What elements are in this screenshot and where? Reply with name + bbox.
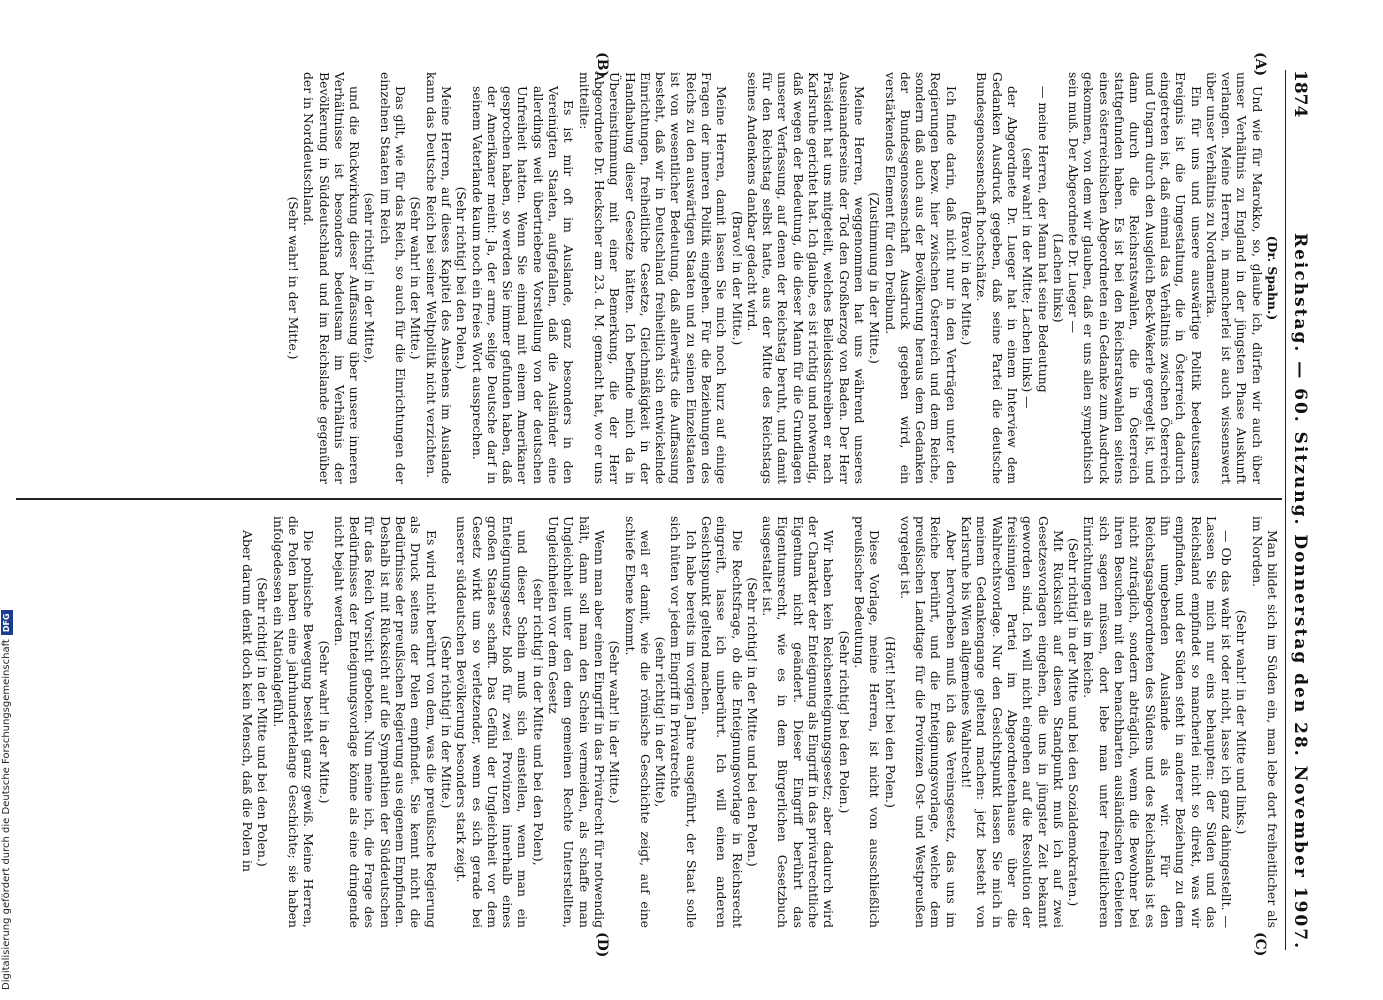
watermark-label: Digitalisierung gefördert durch die Deutsche Forschungsgemeinschaft bbox=[1, 639, 12, 990]
paragraph: Das gilt, wie für das Reich, so auch für die Einrichtungen der einzelnen Staaten im Reich bbox=[377, 72, 409, 484]
paragraph: Wenn man aber einen Eingriff in das Privatrecht für notwendig hält, dann soll man den Schein vermeiden, als schaffe man Ungleichheit unter den dem gemeinen Rechte Unterstellten, Ungleichheiten vor dem Gesetz bbox=[546, 516, 607, 928]
paragraph: und die Rückwirkung dieser Auffassung über unsere inneren Verhältnisse ist besonders bedeutsam im Verhältnis der Bevölkerung in Süddeutschland und im Reichslande gegenüber der in Norddeutschland. bbox=[301, 72, 363, 484]
interjection: (Sehr wahr! in der Mitte.) bbox=[316, 640, 332, 804]
interjection: (Hört! hört! bei den Polen.) bbox=[882, 636, 898, 808]
paragraph: Und wie für Marokko, so, glaube ich, dürfen wir auch über unser Verhältnis zu England in der jüngsten Phase Auskunft verlangen. Meine Herren, in mancherlei ist auch wissenswert über unser Verhältnis zu Nordamerika. bbox=[1203, 72, 1265, 484]
interjection: (sehr richtig! in der Mitte), bbox=[362, 192, 378, 364]
paragraph: Die polnische Bewegung besteht ganz gewiß. Meine Herren, die Polen haben eine jahrhundertelange Geschichte; sie haben infolgedessen ein Nationalgefühl. bbox=[270, 516, 317, 928]
interjection: (Sehr richtig! in der Mitte und bei den Polen.) bbox=[255, 577, 271, 867]
right-column bbox=[18, 516, 1280, 928]
paragraph: — Ob das wahr ist oder nicht, lasse ich ganz dahingestellt. — Lassen Sie mich nur eins behaupten: der Süden und das Reichsland empfindet so mancherlei nicht so direkt, was wir empfinden, und der Süden steht in anderer Beziehung zu dem ihn umgebenden Auslande als wir. Für den Reichstagsabgeordneten des Südens und des Reichslands ist es nicht zuträglich, sondern abträglich, wenn die Bewohner bei ihren Besuchen mit den benachbarten ausländischen Gebieten sich sagen müssen, dort lebe man unter freiheitlicheren Einrichtungen als im Reiche. bbox=[1081, 516, 1235, 928]
left-column bbox=[18, 72, 1280, 484]
interjection: (Sehr wahr! in der Mitte.) bbox=[408, 196, 424, 360]
page-number: 1874 bbox=[1290, 70, 1310, 118]
paragraph: Die Rechtsfrage, ob die Enteignungsvorlage in Reichsrecht eingreift, lasse ich unberührt. Ich will einen anderen Gesichtspunkt geltend machen. bbox=[699, 516, 745, 928]
margin-marker-b: (B) bbox=[594, 52, 610, 78]
interjection: (sehr richtig! in der Mitte und bei den Polen), bbox=[530, 578, 546, 866]
dfg-logo: DFG bbox=[1, 610, 13, 635]
paragraph: Diese Vorlage, meine Herren, ist nicht von ausschließlich preußischer Bedeutung. bbox=[851, 516, 883, 928]
interjection: (Lachen links) bbox=[1050, 233, 1066, 323]
paragraph: Aber darum denkt doch kein Mensch, daß die Polen in bbox=[240, 530, 256, 872]
paragraph: Man bildet sich im Süden ein, man lebe dort freiheitlicher als im Norden. bbox=[1249, 516, 1280, 928]
paragraph: Es wird nicht berührt von dem, was die preußische Regierung als Druck seitens der Polen empfindet. Sie kennt nicht die Bedürfnisse der preußischen Regierung aus eigenem Empfinden. Deshalb ist mit Rücksicht auf die Sympathien der Süddeutschen für das Reich Vorsicht geboten. Nun meine ich, die Frage des Bedürfnisses der Enteignungsvorlage könne als eine dringende nicht bejaht werden. bbox=[331, 516, 439, 928]
paragraph: weil er damit, wie die römische Geschichte zeigt, auf eine schiefe Ebene kommt. bbox=[622, 516, 653, 928]
margin-marker-a: (A) bbox=[1252, 52, 1268, 77]
page-header bbox=[1285, 70, 1314, 950]
page-title: Reichstag. — 60. Sitzung. Donnerstag den 28. November 1907. bbox=[1290, 232, 1310, 950]
interjection: (Zustimmung in der Mitte.) bbox=[867, 192, 883, 364]
paragraph: Ich habe bereits im vorigen Jahre ausgeführt, der Staat solle sich hüten vor jedem Eingriff in Privatrechte bbox=[668, 516, 699, 928]
paragraph: Meine Herren, weggenommen hat uns während unseres Auseinanderseins der Tod den Großherzog von Baden. Der Herr Präsident hat uns mitgeteilt, welches Beileidsschreiben er nach Karlsruhe gerichtet hat. Ich glaube, es ist richtig und notwendig, daß wegen der Bedeutung, die dieser Mann für die Grundlagen unserer Verfassung, auf denen der Reichstag beruht, und damit für den Reichstag selbst hatte, aus der Mitte des Reichstags seines Andenkens dankbar gedacht wird. bbox=[744, 72, 867, 484]
quotation: Es ist mir oft im Auslande, ganz besonders in den Vereinigten Staaten, aufgefallen, daß die Ausländer eine allerdings weit übertriebene Vorstellung von der deutschen Unfreiheit hatten. Wenn Sie einmal mit einem Amerikaner gesprochen haben, so werden Sie immer gefunden haben, daß der Amerikaner meint: Ja, der arme, selige Deutsche darf in seinem Vaterlande kaum noch ein freies Wort aussprechen. bbox=[469, 86, 577, 484]
margin-marker-c: (C) bbox=[1252, 932, 1268, 957]
paragraph: und dieser Schein muß sich einstellen, wenn man ein Enteignungsgesetz bloß für zwei Provinzen innerhalb eines großen Staates schafft. Das Gefühl der Ungleichheit vor dem Gesetz wirkt um so verletzender, wenn es sich gerade bei unserer süddeutschen Bevölkerung besonders stark zeigt. bbox=[454, 516, 531, 928]
interjection: (Sehr wahr! in der Mitte und links.) bbox=[1234, 609, 1250, 835]
interjection: (Sehr richtig! bei den Polen.) bbox=[454, 186, 470, 370]
interjection: (Sehr richtig! in der Mitte und bei den Sozialdemokraten.) bbox=[1066, 537, 1082, 907]
interjection: (Sehr richtig! in der Mitte und bei den Polen.) bbox=[744, 577, 760, 867]
paragraph: Aber hervorheben muß ich das Vereinsgesetz, das uns im Reiche berührt, und die Enteignungsvorlage, welche dem preußischen Landtage für die Provinzen Ost- und Westpreußen vorgelegt ist. bbox=[897, 516, 959, 928]
interjection: (Bravo! in der Mitte.) bbox=[959, 210, 975, 346]
paragraph: Mit Rücksicht auf diesen Standpunkt muß ich auf zwei Gesetzesvorlagen eingehen, die uns in jüngster Zeit bekannt geworden sind. Ich will nicht eingehen auf die Resolution der freisinnigen Partei im Abgeordnetenhause über die Wahlrechtsvorlage. Nur den Gesichtspunkt lassen Sie mich in meinem Gedankengange geltend machen: jetzt besteht von Karlsruhe bis Wien allgemeines Wahlrecht! bbox=[959, 516, 1066, 928]
interjection: (sehr wahr! in der Mitte; Lachen links) — bbox=[1020, 147, 1036, 409]
paragraph: der Abgeordnete Dr. Lueger hat in einem Interview dem Gedanken Ausdruck gegeben, daß seine Partei die deutsche Bundesgenossenschaft hochschätze. bbox=[974, 72, 1020, 484]
interjection: (Sehr wahr! in der Mitte.) bbox=[607, 640, 623, 804]
paragraph: Ich finde darin, daß nicht nur in den Verträgen unter den Regierungen bezw. hier zwischen Österreich und dem Reiche, sondern daß auch aus der Bevölkerung heraus dem Gedanken der Bundesgenossenschaft Ausdruck gegeben wird, ein verstärkendes Element für den Dreibund. bbox=[882, 72, 959, 484]
paragraph: — meine Herren, der Mann hat seine Bedeutung bbox=[1035, 86, 1051, 393]
margin-marker-d: (D) bbox=[594, 932, 610, 958]
paragraph: Meine Herren, auf dieses Kapitel des Ansehens im Auslande kann das Deutsche Reich bei seiner Weltpolitik nicht verzichten. bbox=[423, 72, 454, 484]
paragraph: Meine Herren, damit lassen Sie mich noch kurz auf einige Fragen der inneren Politik eingehen. Für die Beziehungen des Reichs zu den auswärtigen Staaten und zu seinen Einzelstaaten ist von wesentlicher Bedeutung, daß allerwärts die Auffassung besteht, daß wir in Deutschland freiheitlich sich entwickelnde Einrichtungen, freiheitliche Gesetze, Gleichmäßigkeit in der Handhabung dieser Gesetze hätten. Ich befinde mich da in Übereinstimmung mit einer Bemerkung, die der Herr Abgeordnete Dr. Heckscher am 23. d. M. gemacht hat, wo er uns mitteilte: bbox=[576, 72, 730, 484]
paragraph: Ein für uns und unsere auswärtige Politik bedeutsames Ereignis ist die Umgestaltung, die in Österreich dadurch eingetreten ist, daß einmal das Verhältnis zwischen Österreich und Ungarn durch den Ausgleich Beck-Wekerle geregelt ist, und dann durch die Reichsratswahlen, die in Österreich stattgefunden haben. Es ist bei den Reichsratswahlen seitens eines österreichischen Abgeordneten ein Gedanke zum Ausdruck gekommen, von dem wir glauben, daß er uns allen sympathisch sein muß. Der Abgeordnete Dr. Lueger — bbox=[1066, 72, 1204, 484]
interjection: (Bravo! in der Mitte.) bbox=[729, 210, 745, 346]
speaker-label: (Dr. Spahn.) bbox=[1265, 235, 1280, 321]
interjection: (Sehr richtig! in der Mitte.) bbox=[438, 635, 454, 809]
column-divider bbox=[16, 498, 1282, 500]
interjection: (Sehr richtig! bei den Polen.) bbox=[836, 630, 852, 814]
interjection: (Sehr wahr! in der Mitte.) bbox=[286, 196, 301, 360]
interjection: (sehr richtig! in der Mitte), bbox=[653, 636, 669, 808]
paragraph: Wir haben kein Reichsenteignungsgesetz; aber dadurch wird der Charakter der Enteignung als Eingriff in das privatrechtliche Eigentum nicht geändert. Dieser Eingriff berührt das Eigentumsrecht, wie es in dem Bürgerlichen Gesetzbuch ausgestaltet ist. bbox=[760, 516, 837, 928]
